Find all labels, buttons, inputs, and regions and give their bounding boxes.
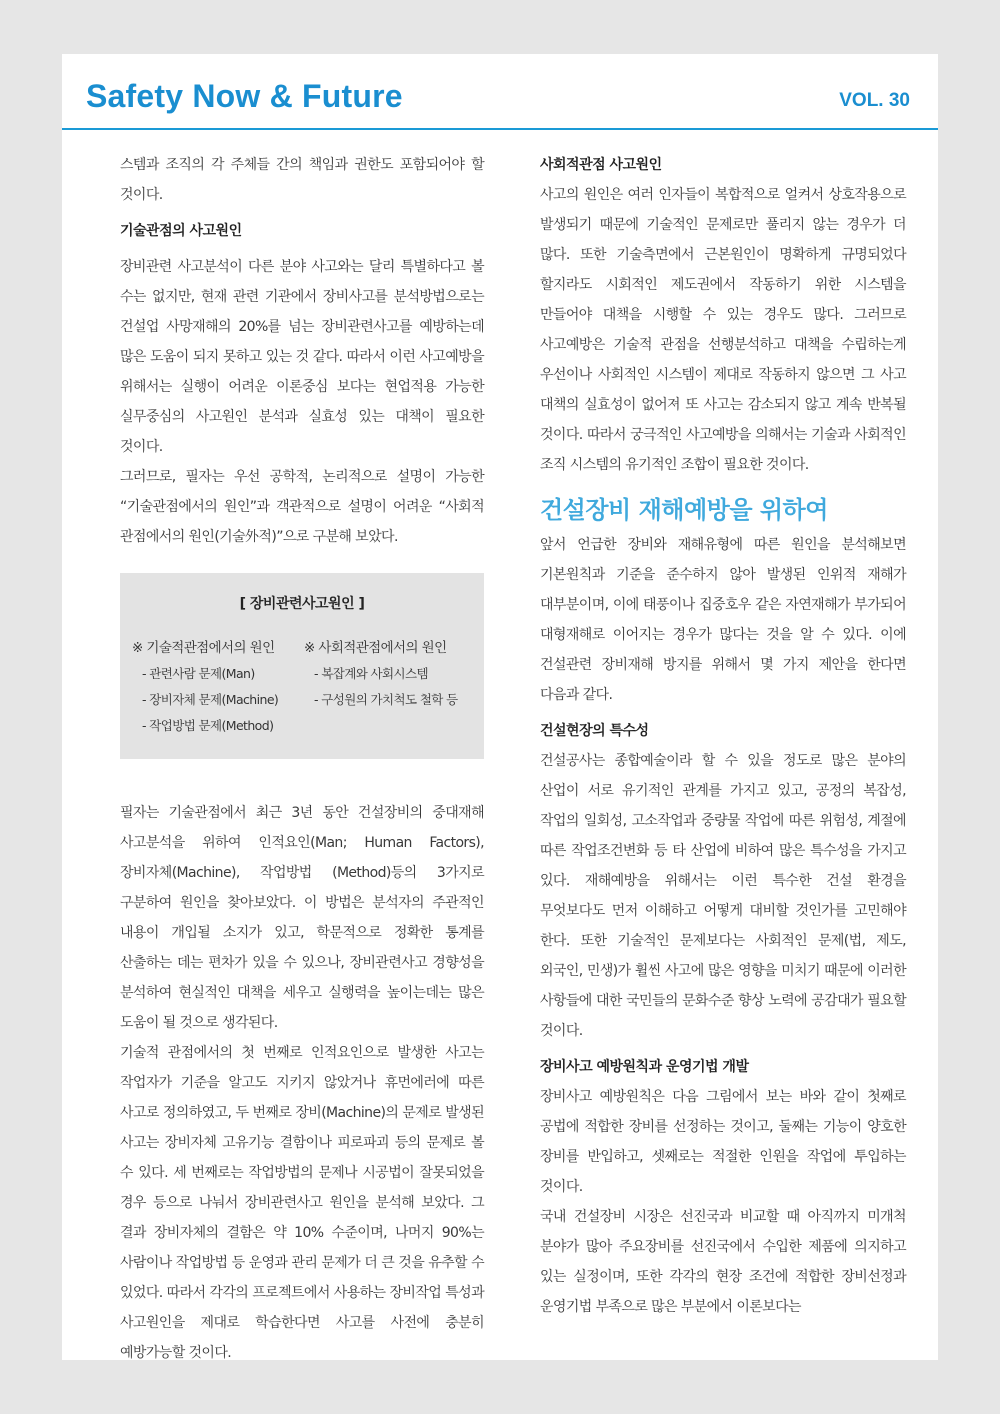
subheading-site-specificity: 건설현장의 특수성	[540, 723, 649, 739]
page-header	[62, 54, 938, 130]
technical-causes-list	[132, 635, 278, 739]
subheading-social-cause: 사회적관점 사고원인	[540, 157, 662, 173]
paragraph: 장비사고 예방원칙은 다음 그림에서 보는 바와 같이 첫째로 공법에 적합한 장비를 선정하는 것이고, 둘째는 기능이 양호한 장비를 반입하고, 셋째로는 적절한 인원을 작업에 투입하는 것이다.	[540, 1089, 906, 1195]
volume-number: VOL. 30	[839, 90, 910, 111]
paragraph: 앞서 언급한 장비와 재해유형에 따른 원인을 분석해보면 기본원칙과 기준을 준수하지 않아 발생된 인위적 재해가 대부분이며, 이에 태풍이나 집중호우 같은 자연재해가 부가되어 대형재해로 이어지는 경우가 많다는 것을 알 수 있다. 이에 건설관련 장비재해 방지를 위해서 몇 가지 제안을 한다면 다음과 같다.	[540, 537, 906, 703]
list-item: - 관련사람 문제(Man)	[142, 666, 255, 681]
list-heading: ※ 기술적관점에서의 원인	[132, 640, 275, 656]
list-item: - 작업방법 문제(Method)	[142, 718, 274, 733]
list-item: - 복잡계와 사회시스템	[314, 666, 428, 681]
paragraph: 장비관련 사고분석이 다른 분야 사고와는 달리 특별하다고 볼 수는 없지만, 현재 관련 기관에서 장비사고를 분석방법으로는 건설업 사망재해의 20%를 넘는 장비관련사고를 예방하는데 많은 도움이 되지 못하고 있는 것 같다. 따라서 이런 사고예방을 위해서는 실행이 어려운 이론중심 보다는 현업적용 가능한 실무중심의 사고원인 분석과 실효성 있는 대책이 필요한 것이다.	[120, 259, 484, 455]
magazine-title: Safety Now & Future	[86, 78, 403, 114]
left-column	[120, 150, 484, 1368]
right-column	[540, 150, 906, 1322]
list-item: - 장비자체 문제(Machine)	[142, 692, 279, 707]
paragraph: 건설공사는 종합예술이라 할 수 있을 정도로 많은 분야의 산업이 서로 유기적인 관계를 가지고 있고, 공정의 복잡성, 작업의 일회성, 고소작업과 중량물 작업에 따른 위험성, 계절에 따른 작업조건변화 등 타 산업에 비하여 많은 특수성을 가지고 있다. 재해예방을 위해서는 이런 특수한 건설 환경을 무엇보다도 먼저 이해하고 어떻게 대비할 것인가를 고민해야 한다. 또한 기술적인 문제보다는 사회적인 문제(법, 제도, 외국인, 민생)가 휠씬 사고에 많은 영향을 미치기 때문에 이러한 사항들에 대한 국민들의 문화수준 향상 노력에 공감대가 필요할 것이다.	[540, 753, 906, 1039]
paragraph: 기술적 관점에서의 첫 번째로 인적요인으로 발생한 사고는 작업자가 기준을 알고도 지키지 않았거나 휴먼에러에 따른 사고로 정의하였고, 두 번째로 장비(Machine)의 문제로 발생된 사고는 장비자체 고유기능 결함이나 피로파괴 등의 문제로 볼 수 있다. 세 번째로는 작업방법의 문제나 시공법이 잘못되었을 경우 등으로 나눠서 장비관련사고 원인을 분석해 보았다. 그 결과 장비자체의 결함은 약 10% 수준이며, 나머지 90%는 사람이나 작업방법 등 운영과 관리 문제가 더 큰 것을 유추할 수 있었다. 따라서 각각의 프로젝트에서 사용하는 장비작업 특성과 사고원인을 제대로 학습한다면 사고를 사전에 충분히 예방가능할 것이다.	[120, 1045, 484, 1361]
paragraph: 그러므로, 필자는 우선 공학적, 논리적으로 설명이 가능한 “기술관점에서의 원인”과 객관적으로 설명이 어려운 “사회적 관점에서의 원인(기술外적)”으로 구분해 보았다.	[120, 469, 484, 545]
section-heading: 건설장비 재해예방을 위하여	[540, 496, 828, 524]
social-causes-list	[304, 635, 458, 713]
list-heading: ※ 사회적관점에서의 원인	[304, 640, 447, 656]
paragraph: 사고의 원인은 여러 인자들이 복합적으로 얼켜서 상호작용으로 발생되기 때문에 기술적인 문제로만 풀리지 않는 경우가 더 많다. 또한 기술측면에서 근본원인이 명확하게 규명되었다 할지라도 시회적인 제도권에서 작동하기 위한 시스템을 만들어야 대책을 시행할 수 있는 경우도 많다. 그러므로 사고예방은 기술적 관점을 선행분석하고 대책을 수립하는게 우선이나 사회적인 시스템이 제대로 작동하지 않으면 그 사고 대책의 실효성이 없어져 또 사고는 감소되지 않고 계속 반복될 것이다. 따라서 궁극적인 사고예방을 의해서는 기술과 사회적인 조직 시스템의 유기적인 조합이 필요한 것이다.	[540, 187, 906, 473]
subheading-prevention-principles: 장비사고 예방원칙과 운영기법 개발	[540, 1059, 749, 1075]
cause-summary-box	[120, 573, 484, 759]
magazine-page	[62, 54, 938, 1360]
paragraph: 필자는 기술관점에서 최근 3년 동안 건설장비의 중대재해 사고분석을 위하여 인적요인(Man; Human Factors), 장비자체(Machine), 작업방법 (Method)등의 3가지로 구분하여 원인을 찾아보았다. 이 방법은 분석자의 주관적인 내용이 개입될 소지가 있고, 학문적으로 정확한 통계를 산출하는 데는 편차가 있을 수 있으나, 장비관련사고 경향성을 분석하여 현실적인 대책을 세우고 실행력을 높이는데는 많은 도움이 될 것으로 생각된다.	[120, 805, 484, 1031]
paragraph: 스템과 조직의 각 주체들 간의 책임과 권한도 포함되어야 할 것이다.	[120, 157, 484, 203]
paragraph: 국내 건설장비 시장은 선진국과 비교할 때 아직까지 미개척 분야가 많아 주요장비를 선진국에서 수입한 제품에 의지하고 있는 실정이며, 또한 각각의 현장 조건에 적합한 장비선정과 운영기법 부족으로 많은 부분에서 이론보다는	[540, 1209, 906, 1315]
list-item: - 구성원의 가치척도 철학 등	[314, 692, 458, 707]
subheading-technical-cause: 기술관점의 사고원인	[120, 223, 242, 239]
box-title: [ 장비관련사고원인 ]	[239, 596, 365, 612]
